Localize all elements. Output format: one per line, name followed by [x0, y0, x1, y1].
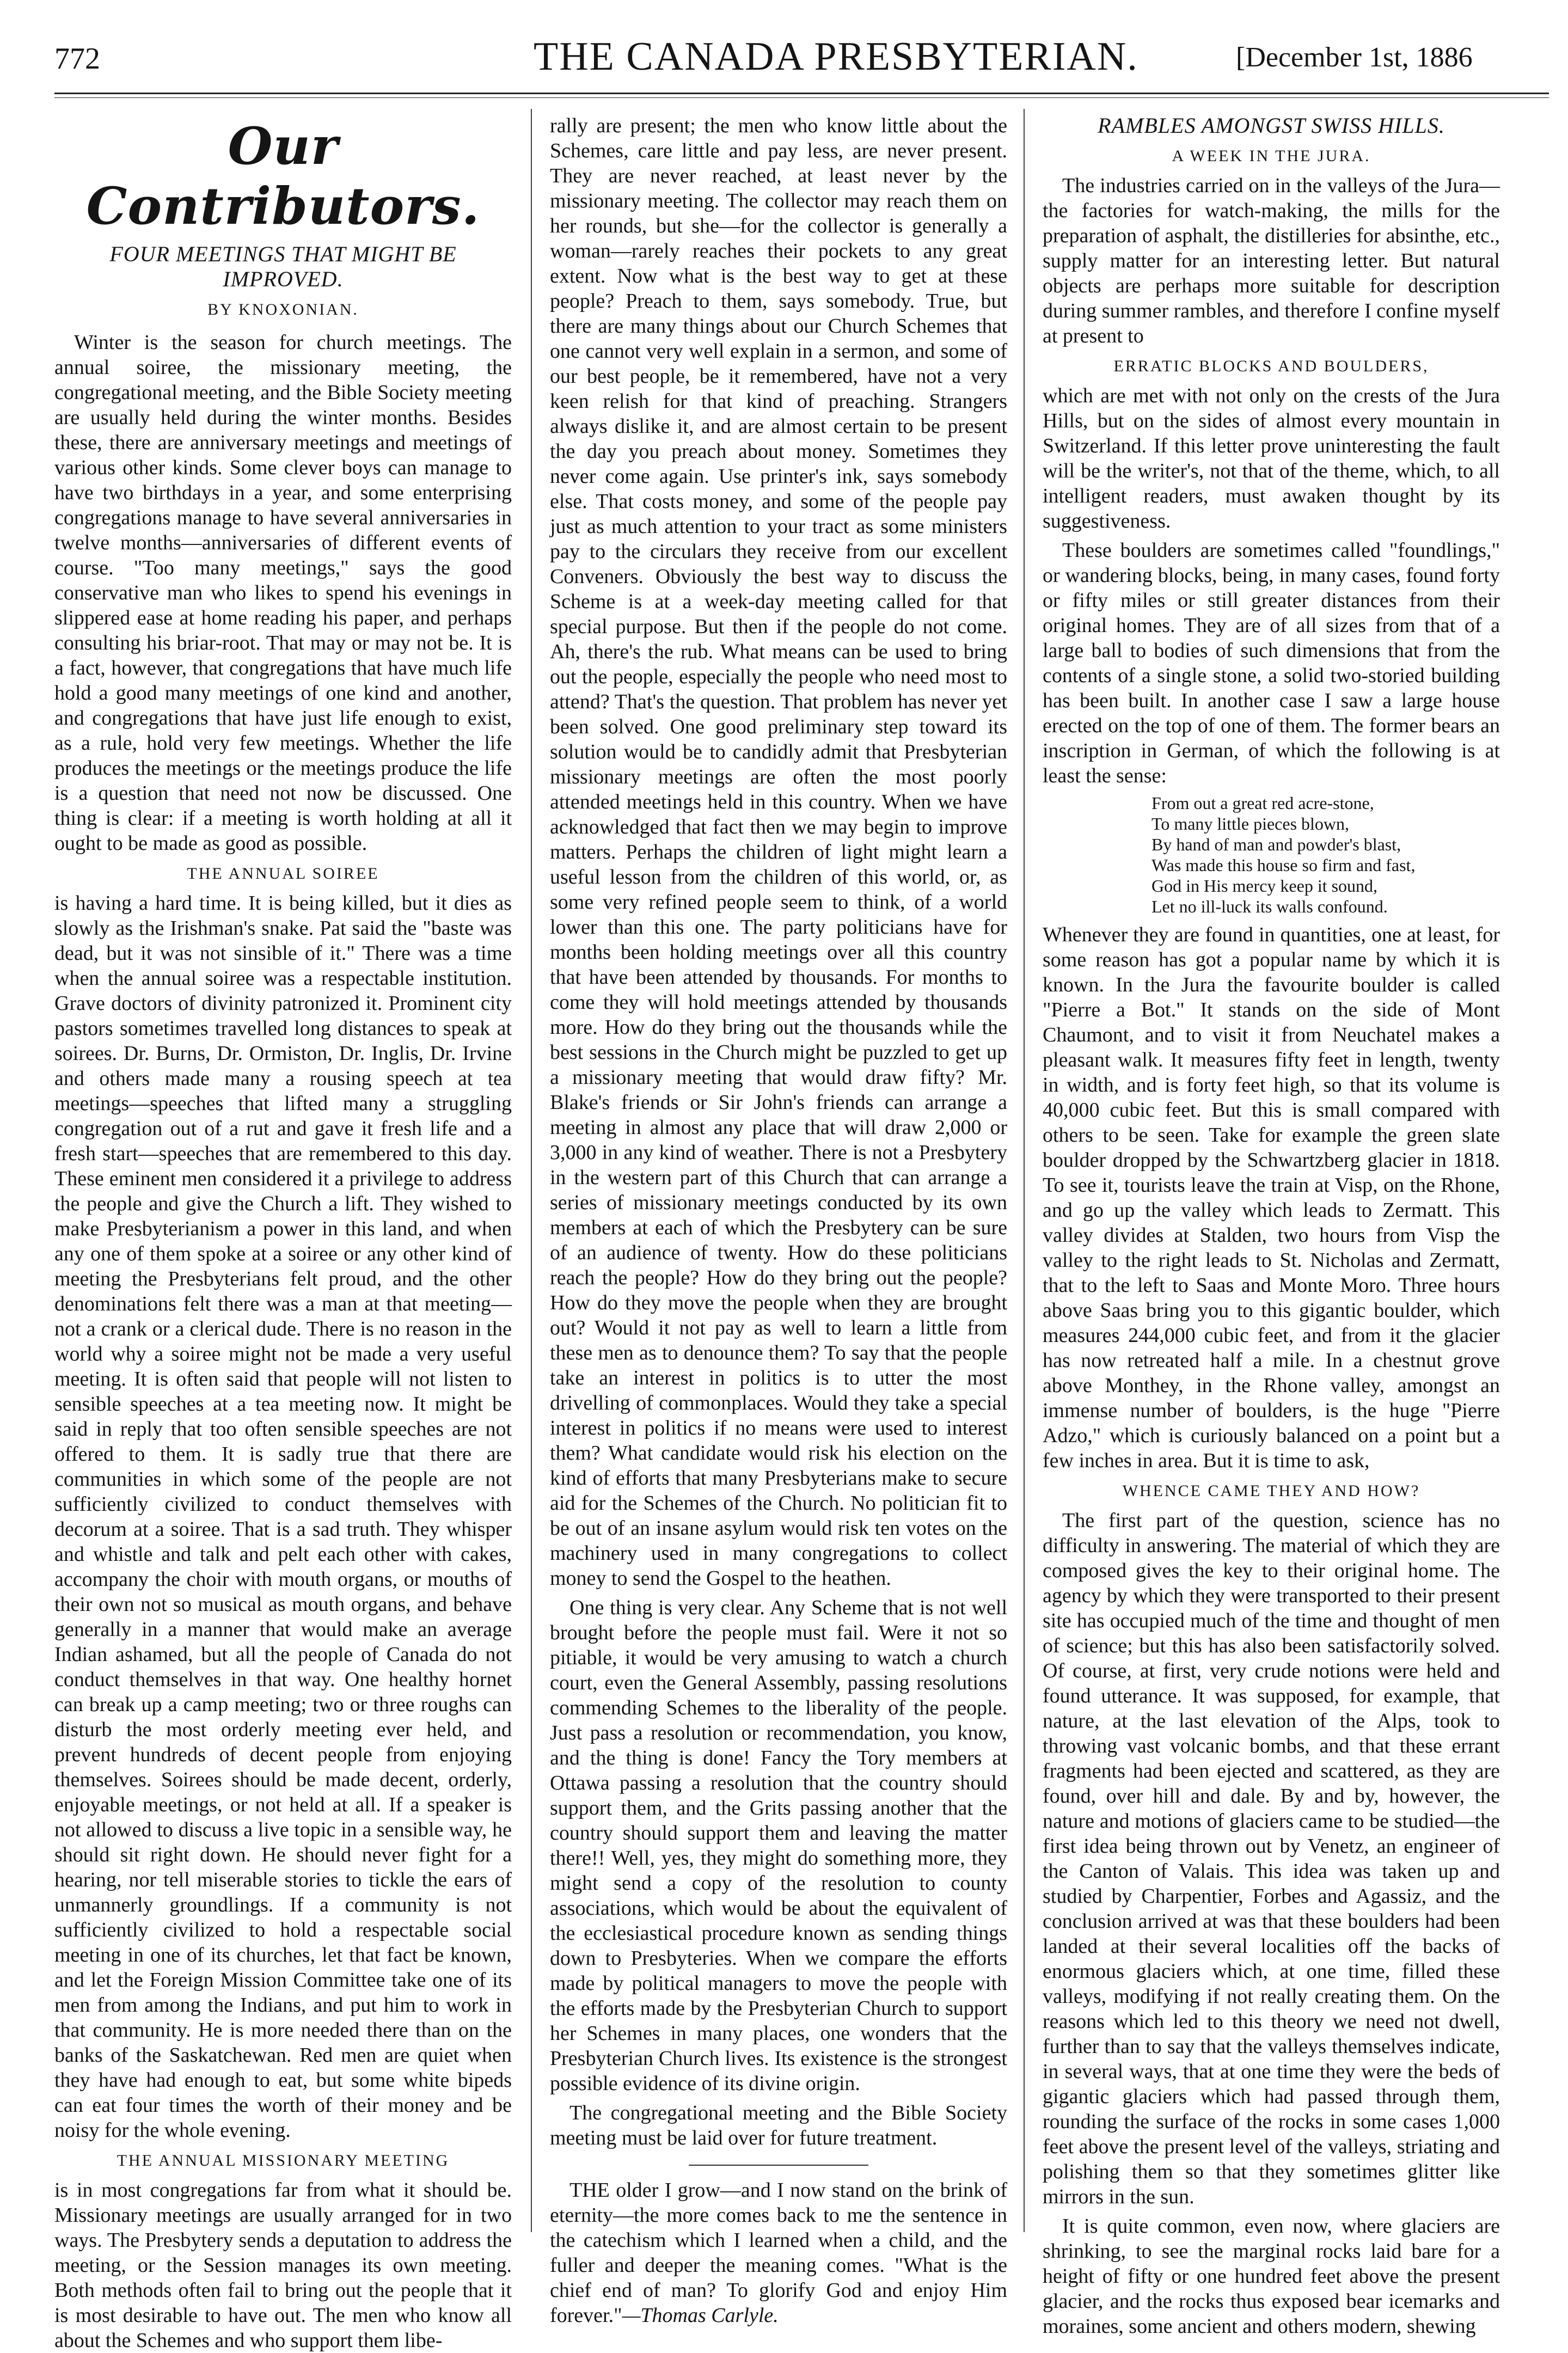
column-2	[550, 113, 1007, 2327]
column-1	[54, 113, 512, 2352]
poem-line: By hand of man and powder's blast,	[1152, 835, 1401, 854]
section-heading: THE ANNUAL SOIREE	[187, 865, 379, 883]
poem-line: God in His mercy keep it sound,	[1152, 876, 1378, 896]
poem-line: To many little pieces blown,	[1152, 814, 1350, 834]
byline: BY KNOXONIAN.	[207, 301, 359, 318]
poem-line: Was made this house so firm and fast,	[1152, 855, 1416, 875]
paragraph: The first part of the question, science has no difficulty in answering. The material of which they are composed gives the key to their original home. The agency by which they were transported to their present site has occupied much of the time and thought of men of science; but this has also been satisfactorily solved. Of course, at first, very crude notions were held and found utterance. It was supposed, for example, that nature, at the last elevation of the Alps, took to throwing vast volcanic bombs, and that these errant fragments had been ejected and scattered, as they are found, over hill and dale. By and by, however, the nature and motions of glaciers came to be studied—the first idea being thrown out by Venetz, an engineer of the Canton of Valais. This idea was taken up and studied by Charpentier, Forbes and Agassiz, and the conclusion arrived at was that these boulders had been landed at their several localities off the backs of enormous glaciers which, at one time, filled these valleys, modifying if not really creating them. On the reasons which led to this theory we need not dwell, further than to say that the valleys themselves indicate, in several ways, that at one time they were the beds of gigantic glaciers which had passed through them, rounding the surface of the rocks in some cases 1,000 feet above the present level of the valleys, striating and polishing them so that they sometimes glitter like mirrors in the sun.	[1043, 1509, 1500, 2208]
quotation-text: THE older I grow—and I now stand on the brink of eternity—the more comes back to me the sentence in the catechism which I learned when a child, and the fuller and deeper the meaning comes. "What is the chief end of man? To glorify God and enjoy Him forever."	[550, 2179, 1007, 2327]
paragraph: which are met with not only on the crests of the Jura Hills, but on the sides of almost every mountain in Switzerland. If this letter prove uninteresting the fault will be the writer's, not that of the theme, which, to all intelligent readers, must awaken thought by its suggestiveness.	[1043, 384, 1500, 532]
paragraph: These boulders are sometimes called "foundlings," or wandering blocks, being, in many cases, found forty or fifty miles or still greater distances from their original homes. They are of all sizes from that of a large ball to bodies of such dimensions that from the contents of a single stone, a solid two-storied building has been built. In another case I saw a large house erected on the top of one of them. The former bears an inscription in German, of which the following is at least the sense:	[1043, 539, 1500, 787]
header-rule	[54, 93, 1549, 98]
column-divider	[531, 109, 532, 2232]
article-title: RAMBLES AMONGST SWISS HILLS.	[1098, 113, 1445, 138]
section-heading: THE ANNUAL MISSIONARY MEETING	[117, 2152, 450, 2170]
article-subtitle: A WEEK IN THE JURA.	[1172, 147, 1371, 165]
column-3	[1043, 113, 1500, 2338]
issue-date: [December 1st, 1886	[1236, 42, 1473, 73]
separator-rule	[689, 2165, 868, 2166]
paragraph: Whenever they are found in quantities, one at least, for some reason has got a popular name by which it is known. In the Jura the favourite boulder is called "Pierre a Bot." It stands on the side of Mont Chaumont, and to visit it from Neuchatel makes a pleasant walk. It measures fifty feet in length, twenty in width, and is forty feet high, so that its volume is 40,000 cubic feet. But this is small compared with others to be seen. Take for example the green slate boulder dropped by the Schwartzberg glacier in 1818. To see it, tourists leave the train at Visp, on the Rhone, and go up the valley which leads to Zermatt. This valley divides at Stalden, two hours from Visp the valley to the right leads to St. Nicholas and Zermatt, that to the left to Saas and Monte Moro. Three hours above Saas bring you to this gigantic boulder, which measures 244,000 cubic feet, and from it the glacier has now retreated half a mile. In a chestnut grove above Monthey, in the Rhone valley, amongst an immense number of boulders, is the huge "Pierre Adzo," which is curiously balanced on a point but a few inches in area. But it is time to ask,	[1043, 923, 1500, 1472]
department-heading: Our Contributors.	[86, 117, 480, 236]
paragraph: The industries carried on in the valleys of the Jura—the factories for watch-making, the mills for the preparation of asphalt, the distilleries for absinthe, etc., supply matter for an interesting letter. But natural objects are perhaps more suitable for description during summer rambles, and therefore I confine myself at present to	[1043, 174, 1500, 347]
paragraph: is in most congregations far from what it should be. Missionary meetings are usually arranged for in two ways. The Presbytery sends a deputation to address the meeting, or the Session manages its own meeting. Both methods often fail to bring out the people that it is most desirable to have out. The men who know all about the Schemes and who support them libe-	[54, 2179, 512, 2352]
quotation-author: —Thomas Carlyle.	[622, 2304, 779, 2327]
inscription-poem	[1152, 793, 1500, 917]
paragraph: The congregational meeting and the Bible Society meeting must be laid over for future treatment.	[550, 2101, 1007, 2149]
paragraph: Winter is the season for church meetings. The annual soiree, the missionary meeting, the congregational meeting, and the Bible Society meeting are usually held during the winter months. Besides these, there are anniversary meetings and meetings of various other kinds. Some clever boys can manage to have two birthdays in a year, and some enterprising congregations manage to have several anniversaries in twelve months—anniversaries of different events of course. "Too many meetings," says the good conservative man who likes to spend his evenings in slippered ease at home reading his paper, and perhaps consulting his briar-root. That may or may not be. It is a fact, however, that congregations that have much life hold a good many meetings of one kind and another, and congregations that have just life enough to exist, as a rule, hold very few meetings. Whether the life produces the meetings or the meetings produce the life is a question that need not now be discussed. One thing is clear: if a meeting is worth holding at all it ought to be made as good as possible.	[54, 331, 512, 855]
paragraph: rally are present; the men who know little about the Schemes, care little and pay less, are never present. They are never reached, at least never by the missionary meeting. The collector may reach them on her rounds, but she—for the collector is generally a woman—rarely reaches their pockets to any great extent. Now what is the best way to get at these people? Preach to them, says somebody. True, but there are many things about our Church Schemes that one cannot very well explain in a sermon, and some of our best people, be it remembered, have not a very keen relish for that kind of preaching. Strangers always dislike it, and are almost certain to be present the day you preach about money. Sometimes they never come again. Use printer's ink, says somebody else. That costs money, and some of the people pay just as much attention to your tract as some ministers pay to the circulars they receive from our excellent Conveners. Obviously the best way to discuss the Scheme is at a week-day meeting called for that special purpose. But then if the people do not come. Ah, there's the rub. What means can be used to bring out the people, especially the people who need most to attend? That's the question. That problem has never yet been solved. One good preliminary step toward its solution would be to candidly admit that Presbyterian missionary meetings are often the most poorly attended meetings held in this country. When we have acknowledged that fact then we may begin to improve matters. Perhaps the children of light might learn a useful lesson from the children of this world, or, as some very refined people seem to think, of a world lower than this one. The party politicians have for months been holding meetings over all this country that have been attended by thousands. For months to come they will hold meetings attended by thousands more. How do they bring out the thousands while the best sessions in the Church might be puzzled to get up a missionary meeting that would draw fifty? Mr. Blake's friends or Sir John's friends can arrange a meeting in almost any place that will draw 2,000 or 3,000 in any kind of weather. There is not a Presbytery in the western part of this Church that can arrange a series of missionary meetings conducted by its own members at each of which the Presbytery can be sure of an audience of twenty. How do these politicians reach the people? How do they bring out the people? How do they move the people when they are brought out? Would it not pay as well to learn a little from these men as to denounce them? To say that the people take an interest in politics is to utter the most drivelling of commonplaces. Would they take a special interest in politics if no means were used to interest them? What candidate would risk his election on the kind of efforts that many Presbyterians make to secure aid for the Schemes of the Church. No politician fit to be out of an insane asylum would risk ten votes on the machinery used in many congregations to collect money to send the Gospel to the heathen.	[550, 114, 1007, 1590]
column-divider	[1024, 109, 1025, 2232]
article-title: FOUR MEETINGS THAT MIGHT BE IMPROVED.	[109, 242, 457, 291]
quotation	[550, 2178, 1007, 2328]
publication-title: THE CANADA PRESBYTERIAN.	[534, 34, 1138, 79]
section-heading: ERRATIC BLOCKS AND BOULDERS,	[1113, 357, 1429, 375]
page-number: 772	[54, 42, 100, 76]
paragraph: One thing is very clear. Any Scheme that is not well brought before the people must fail. Were it not so pitiable, it would be very amusing to watch a church court, even the General Assembly, passing resolutions commending Schemes to the liberality of the people. Just pass a resolution or recommendation, you know, and the thing is done! Fancy the Tory members at Ottawa passing a resolution that the country should support them, and the Grits passing another that the country should support them and leaving the matter there!! Well, yes, they might do something more, they might send a copy of the resolution to county associations, which would be about the equivalent of the ecclesiastical procedure known as sending things down to Presbyteries. When we compare the efforts made by political managers to move the people with the efforts made by the Presbyterian Church to support her Schemes in many places, one wonders that the Presbyterian Church lives. Its existence is the strongest possible evidence of its divine origin.	[550, 1596, 1007, 2095]
poem-line: Let no ill-luck its walls confound.	[1152, 897, 1388, 916]
poem-line: From out a great red acre-stone,	[1152, 793, 1374, 813]
paragraph: is having a hard time. It is being killed, but it dies as slowly as the Irishman's snake. Pat said the "baste was dead, but it was not sinsible of it." There was a time when the annual soiree was a respectable institution. Grave doctors of divinity patronized it. Prominent city pastors sometimes travelled long distances to speak at soirees. Dr. Burns, Dr. Ormiston, Dr. Inglis, Dr. Irvine and others made many a rousing speech at tea meetings—speeches that lifted many a struggling congregation out of a rut and gave it fresh life and a fresh start—speeches that are remembered to this day. These eminent men considered it a privilege to address the people and give the Church a lift. They wished to make Presbyterianism a power in this land, and when any one of them spoke at a soiree or any other kind of meeting the Presbyterians felt proud, and the other denominations felt there was a man at that meeting—not a crank or a clerical dude. There is no reason in the world why a soiree might not be made a very useful meeting. It is often said that people will not listen to sensible speeches at a tea meeting now. It might be said in reply that too often sensible speeches are not offered to them. It is sadly true that there are communities in which some of the people are not sufficiently civilized to conduct themselves with decorum at a soiree. That is a sad truth. They whisper and whistle and talk and pelt each other with cakes, accompany the choir with mouth organs, or mouths of their own not so musical as mouth organs, and behave generally in a manner that would make an average Indian ashamed, but all the people of Canada do not conduct themselves in that way. One healthy hornet can break up a camp meeting; two or three roughs can disturb the most orderly meeting ever held, and prevent hundreds of decent people from enjoying themselves. Soirees should be made decent, orderly, enjoyable meetings, or not held at all. If a speaker is not allowed to discuss a live topic in a sensible way, he should sit right down. He should never fight for a hearing, nor tell miserable stories to tickle the ears of unmannerly groundlings. If a community is not sufficiently civilized to hold a respectable social meeting in one of its churches, let that fact be known, and let the Foreign Mission Committee take one of its men from among the Indians, and put him to work in that community. He is more needed there than on the banks of the Saskatchewan. Red men are quiet when they have had enough to eat, but some white bipeds can eat four times the worth of their money and be noisy for the whole evening.	[54, 892, 512, 2142]
page-header	[54, 32, 1568, 86]
section-heading: WHENCE CAME THEY AND HOW?	[1122, 1482, 1420, 1500]
paragraph: It is quite common, even now, where glaciers are shrinking, to see the marginal rocks laid bare for a height of fifty or one hundred feet above the present glacier, and the rocks thus exposed bear icemarks and moraines, some ancient and others modern, shewing	[1043, 2215, 1500, 2338]
